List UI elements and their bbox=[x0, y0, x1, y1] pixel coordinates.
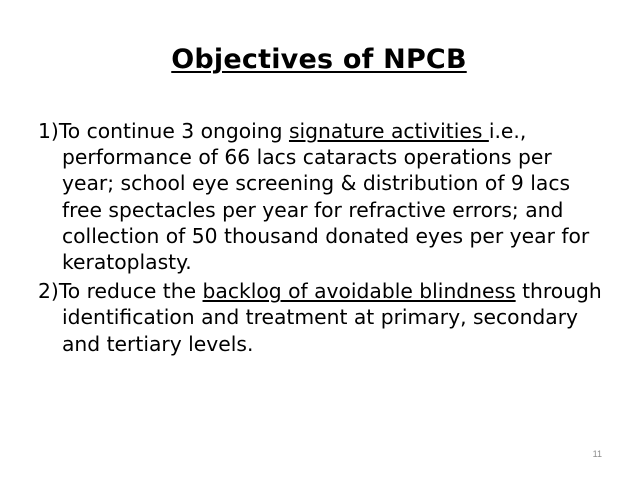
objective-item-2 bbox=[38, 278, 608, 357]
objective-text-end: i.e., performance of 66 lacs cataracts operations per year; school eye screening & distribution of 9 lacs free spectacles per year for refractive errors; and collection of 50 thousand donated eyes per year for keratoplasty. bbox=[62, 119, 590, 275]
slide-title bbox=[0, 40, 638, 80]
objectives-list bbox=[38, 118, 608, 360]
slide-title-text: Objectives of NPCB bbox=[171, 44, 467, 75]
underlined-phrase: signature activities bbox=[288, 119, 489, 143]
objective-number: 2) bbox=[38, 279, 59, 304]
objective-number: 1) bbox=[38, 119, 59, 143]
objective-item-1 bbox=[38, 118, 608, 275]
underlined-phrase: backlog of avoidable blindness bbox=[202, 279, 516, 304]
objective-text-start: To continue 3 ongoing bbox=[58, 119, 289, 143]
slide-page-number: 11 bbox=[592, 449, 602, 459]
objective-text-start: To reduce the bbox=[58, 279, 203, 304]
objective-text-end: through identification and treatment at primary, secondary and tertiary levels. bbox=[62, 279, 602, 356]
